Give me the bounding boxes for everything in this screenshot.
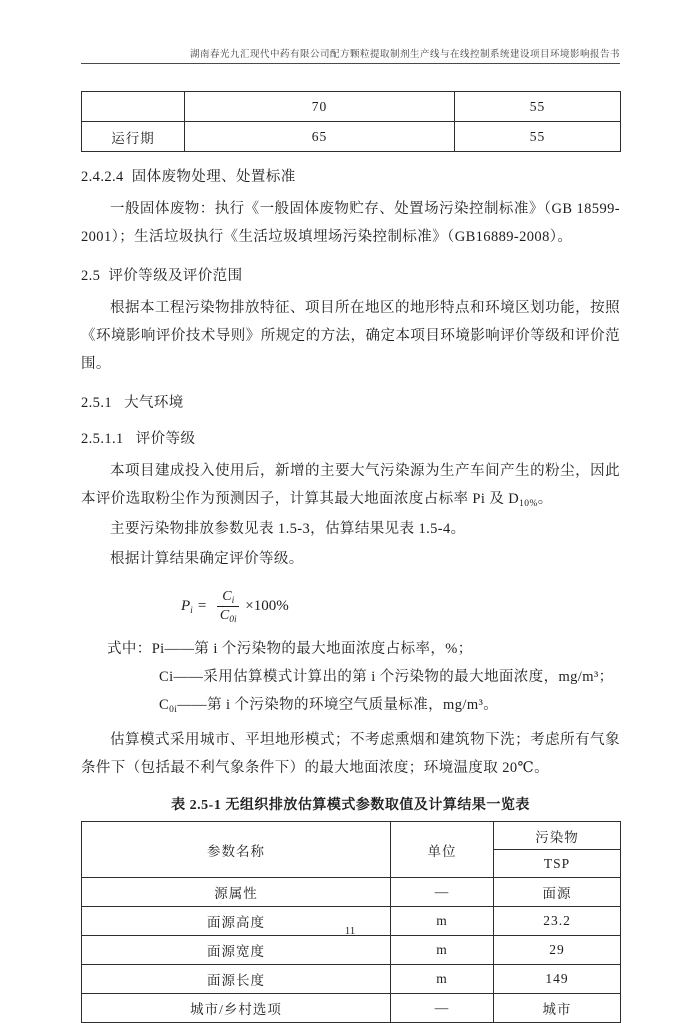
cell-param: 源属性 [82, 878, 391, 907]
note-intro: 式中： [107, 641, 152, 657]
note-c0i [81, 691, 620, 719]
header-cell-unit: 单位 [391, 822, 494, 878]
paragraph-result: 根据计算结果确定评价等级。 [110, 551, 304, 567]
paragraph-solid-waste: 一般固体废物：执行《一般固体废物贮存、处置场污染控制标准》（GB 18599-2001）；生活垃圾执行《生活垃圾填埋场污染控制标准》（GB16889-2008）。 [81, 201, 620, 245]
formula-numerator [217, 589, 239, 607]
formula-p-sub: i [190, 605, 193, 616]
page-number: 11 [344, 925, 356, 937]
paragraph-model-settings: 估算模式采用城市、平坦地形模式；不考虑熏烟和建筑物下洗；考虑所有气象条件下（包括最不利气象条件下）的最大地面浓度；环境温度取 20℃。 [81, 732, 620, 776]
cell-param: 面源高度 [82, 907, 391, 936]
table-row [82, 965, 621, 994]
cell-value: 29 [494, 936, 621, 965]
formula-multiplier: ×100% [245, 597, 289, 614]
note-c0i-text: ——第 i 个污染物的环境空气质量标准，mg/m³。 [177, 697, 499, 713]
note-pi [81, 635, 620, 663]
cell-value: 23.2 [494, 907, 621, 936]
note-c0i-subscript: 0i [169, 705, 178, 715]
pi-formula [181, 583, 620, 629]
note-pi-text: ——第 i 个污染物的最大地面浓度占标率，%； [164, 641, 473, 657]
formula-lhs [181, 598, 193, 615]
formula-c0-sub: 0i [229, 614, 237, 625]
d10-subscript: 10% [519, 499, 538, 509]
formula-fraction [217, 589, 239, 624]
table-cell-night-limit: 55 [455, 122, 621, 152]
table-cell-phase: 运行期 [82, 122, 185, 152]
table-row [82, 936, 621, 965]
table-row [82, 92, 621, 122]
formula-c-sub: i [231, 595, 235, 606]
table-row [82, 994, 621, 1023]
cell-unit: m [391, 965, 494, 994]
formula-equals: = [197, 597, 207, 614]
cell-value: 149 [494, 965, 621, 994]
note-ci [81, 663, 620, 691]
estimation-parameter-table [81, 821, 621, 1023]
formula-p: P [181, 597, 191, 614]
page-header [81, 0, 620, 64]
dust-factor-period: 。 [537, 491, 553, 507]
note-ci-text: ——采用估算模式计算出的第 i 个污染物的最大地面浓度，mg/m³； [173, 669, 614, 685]
cell-unit: m [391, 907, 494, 936]
header-cell-pollutant: 污染物 [494, 822, 621, 850]
table-header-row [82, 822, 621, 850]
heading-2-5-1-1: 2.5.1.1 评价等级 [81, 431, 196, 447]
paragraph-scope: 根据本工程污染物排放特征、项目所在地区的地形特点和环境区划功能，按照《环境影响评价技术导则》所规定的方法，确定本项目环境影响评价等级和评价范围。 [81, 300, 620, 372]
table-cell-night-limit: 55 [455, 92, 621, 122]
table-row [82, 122, 621, 152]
cell-unit: m [391, 936, 494, 965]
cell-value: 城市 [494, 994, 621, 1023]
formula-c0: C [219, 607, 230, 623]
cell-value: 面源 [494, 878, 621, 907]
formula-notes [81, 635, 620, 719]
paragraph-param-tables-ref: 主要污染物排放参数见表 1.5-3，估算结果见表 1.5-4。 [110, 521, 466, 537]
cell-param: 城市/乡村选项 [82, 994, 391, 1023]
table-cell-day-limit: 65 [185, 122, 455, 152]
table-row [82, 878, 621, 907]
note-pi-symbol: Pi [151, 641, 165, 657]
document-body [81, 167, 620, 1023]
formula-c: C [222, 588, 232, 604]
formula-denominator [220, 607, 237, 624]
heading-2-4-2-4: 2.4.2.4 固体废物处理、处置标准 [81, 169, 296, 185]
dust-factor-text: 本项目建成投入使用后，新增的主要大气污染源为生产车间产生的粉尘，因此本评价选取粉尘作为预测因子，计算其最大地面浓度占标率 Pi 及 D [81, 463, 620, 507]
heading-2-5: 2.5 评价等级及评价范围 [81, 268, 243, 284]
cell-unit: — [391, 994, 494, 1023]
report-header-title: 湖南春光九汇现代中药有限公司配方颗粒提取制剂生产线与在线控制系统建设项目环境影响报告书 [189, 50, 620, 60]
table-cell-day-limit: 70 [185, 92, 455, 122]
heading-2-5-1: 2.5.1 大气环境 [81, 395, 184, 411]
table-2-5-1-caption: 表 2.5-1 无组织排放估算模式参数取值及计算结果一览表 [171, 798, 530, 813]
cell-param: 面源长度 [82, 965, 391, 994]
noise-standard-table [81, 91, 621, 152]
header-cell-param: 参数名称 [82, 822, 391, 878]
cell-param: 面源宽度 [82, 936, 391, 965]
table-cell-phase [82, 92, 185, 122]
header-cell-tsp: TSP [494, 850, 621, 878]
paragraph-dust-factor [81, 457, 620, 513]
note-ci-symbol: Ci [159, 669, 174, 685]
note-c0i-symbol: C [159, 697, 170, 713]
cell-unit: — [391, 878, 494, 907]
